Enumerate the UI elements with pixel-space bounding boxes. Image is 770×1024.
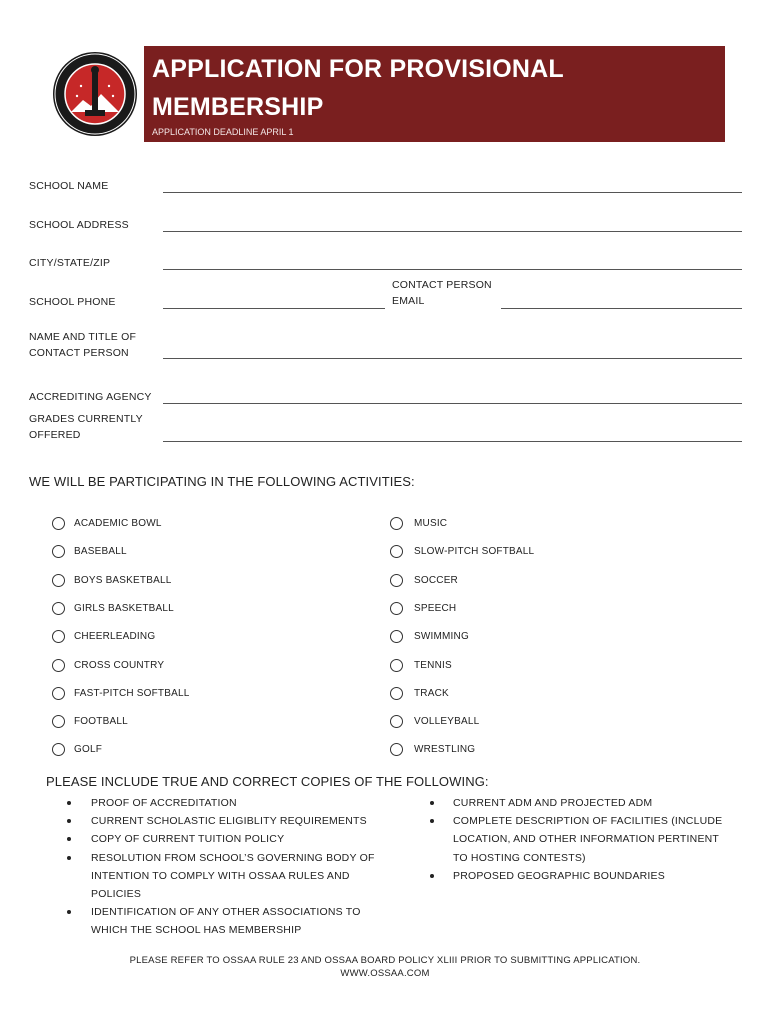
bullet-icon [67, 856, 71, 860]
name-title-line-1: NAME AND TITLE OF [29, 331, 137, 343]
school-name-field[interactable] [163, 192, 742, 193]
ossaa-seal-icon [51, 50, 139, 138]
activity-label: BASEBALL [74, 546, 127, 558]
activity-label: TENNIS [414, 659, 452, 671]
list-item: COPY OF CURRENT TUITION POLICY [91, 833, 285, 846]
list-item: PROPOSED GEOGRAPHIC BOUNDARIES [453, 869, 665, 882]
footer-url: WWW.OSSAA.COM [340, 968, 430, 979]
activity-label: VOLLEYBALL [414, 716, 480, 728]
radio-cheerleading[interactable] [52, 630, 65, 643]
radio-football[interactable] [52, 715, 65, 728]
radio-girls-basketball[interactable] [52, 602, 65, 615]
list-item: RESOLUTION FROM SCHOOL’S GOVERNING BODY OF [91, 851, 375, 864]
grades-line-1: GRADES CURRENTLY [29, 413, 143, 425]
activity-label: FOOTBALL [74, 716, 128, 728]
activity-label: GOLF [74, 744, 103, 756]
contact-email-label [392, 277, 492, 309]
radio-boys-basketball[interactable] [52, 574, 65, 587]
bullet-icon [430, 819, 434, 823]
radio-tennis[interactable] [390, 659, 403, 672]
page-title [152, 50, 712, 126]
name-title-field[interactable] [163, 358, 742, 359]
radio-soccer[interactable] [390, 574, 403, 587]
name-title-line-2: CONTACT PERSON [29, 347, 129, 359]
activity-label: ACADEMIC BOWL [74, 518, 162, 529]
accrediting-agency-field[interactable] [163, 403, 742, 404]
activity-label: FAST-PITCH SOFTBALL [74, 687, 190, 699]
bullet-icon [67, 819, 71, 823]
activity-label: WRESTLING [414, 744, 476, 756]
radio-academic-bowl[interactable] [52, 517, 65, 530]
activity-label: MUSIC [414, 518, 448, 529]
activity-label: SPEECH [414, 602, 457, 614]
grades-line-2: OFFERED [29, 429, 81, 441]
activities-heading: WE WILL BE PARTICIPATING IN THE FOLLOWING ACTIVITIES: [29, 474, 415, 489]
list-item: COMPLETE DESCRIPTION OF FACILITIES (INCLUDE [453, 815, 723, 828]
list-item: LOCATION, AND OTHER INFORMATION PERTINENT [453, 833, 720, 846]
deadline-text: APPLICATION DEADLINE APRIL 1 [152, 127, 294, 137]
copies-heading: PLEASE INCLUDE TRUE AND CORRECT COPIES OF THE FOLLOWING: [46, 774, 489, 789]
radio-speech[interactable] [390, 602, 403, 615]
activity-label: SWIMMING [414, 631, 469, 643]
list-item: WHICH THE SCHOOL HAS MEMBERSHIP [91, 924, 302, 937]
school-address-label: SCHOOL ADDRESS [29, 219, 129, 231]
list-item: IDENTIFICATION OF ANY OTHER ASSOCIATIONS TO [91, 906, 361, 919]
grades-label [29, 411, 143, 443]
activity-label: BOYS BASKETBALL [74, 574, 172, 586]
contact-person-label: CONTACT PERSON [392, 279, 492, 291]
radio-slow-pitch-softball[interactable] [390, 545, 403, 558]
school-address-field[interactable] [163, 231, 742, 232]
radio-wrestling[interactable] [390, 743, 403, 756]
name-title-label [29, 329, 136, 361]
accrediting-agency-label: ACCREDITING AGENCY [29, 391, 152, 403]
bullet-icon [430, 801, 434, 805]
email-label: EMAIL [392, 295, 425, 307]
activity-label: CROSS COUNTRY [74, 659, 165, 671]
list-item: PROOF OF ACCREDITATION [91, 797, 237, 809]
school-name-label: SCHOOL NAME [29, 180, 109, 192]
activity-label: CHEERLEADING [74, 631, 156, 643]
contact-email-field[interactable] [501, 308, 742, 309]
school-phone-field[interactable] [163, 308, 385, 309]
list-item: CURRENT SCHOLASTIC ELIGIBLITY REQUIREMENTS [91, 815, 367, 828]
radio-track[interactable] [390, 687, 403, 700]
activity-label: SOCCER [414, 574, 458, 586]
radio-baseball[interactable] [52, 545, 65, 558]
activity-label: SLOW-PITCH SOFTBALL [414, 546, 535, 558]
city-state-zip-field[interactable] [163, 269, 742, 270]
grades-field[interactable] [163, 441, 742, 442]
radio-music[interactable] [390, 517, 403, 530]
list-item: POLICIES [91, 888, 142, 900]
school-phone-label: SCHOOL PHONE [29, 296, 116, 308]
list-item: TO HOSTING CONTESTS) [453, 851, 586, 864]
list-item: CURRENT ADM AND PROJECTED ADM [453, 797, 653, 809]
radio-golf[interactable] [52, 743, 65, 756]
bullet-icon [67, 801, 71, 805]
title-line-1: APPLICATION FOR PROVISIONAL [152, 55, 564, 83]
bullet-icon [67, 910, 71, 914]
bullet-icon [67, 837, 71, 841]
city-state-zip-label: CITY/STATE/ZIP [29, 257, 111, 269]
activity-label: GIRLS BASKETBALL [74, 602, 174, 614]
radio-cross-country[interactable] [52, 659, 65, 672]
radio-swimming[interactable] [390, 630, 403, 643]
title-line-2: MEMBERSHIP [152, 93, 324, 121]
radio-volleyball[interactable] [390, 715, 403, 728]
footer-note: PLEASE REFER TO OSSAA RULE 23 AND OSSAA BOARD POLICY XLIII PRIOR TO SUBMITTING APPLICATION. [129, 955, 641, 966]
bullet-icon [430, 874, 434, 878]
radio-fast-pitch-softball[interactable] [52, 687, 65, 700]
list-item: INTENTION TO COMPLY WITH OSSAA RULES AND [91, 869, 350, 882]
activity-label: TRACK [414, 687, 449, 699]
